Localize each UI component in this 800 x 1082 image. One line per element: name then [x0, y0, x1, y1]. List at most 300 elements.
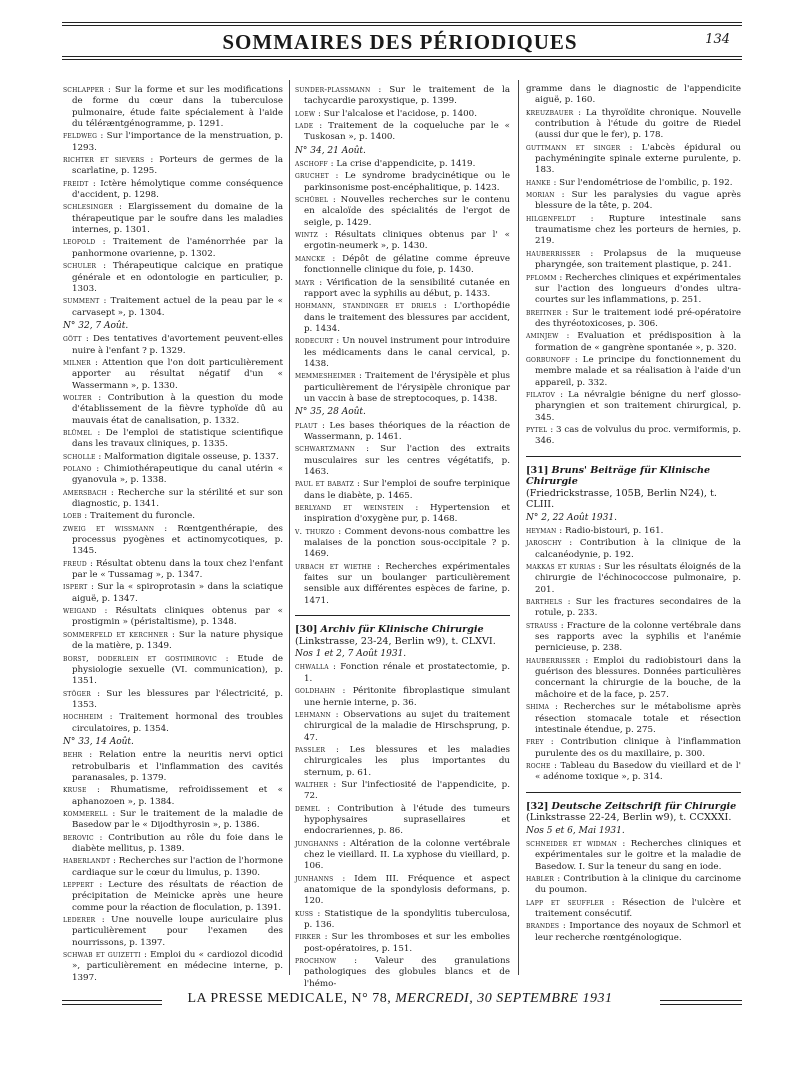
author-name: gruchet [295, 171, 329, 181]
section-separator [526, 456, 741, 457]
article-entry: kreuzbauer : La thyroïdite chronique. Nouvelle contribution à l'étude du goitre de Riedel (aussi dur que le fer), p. 178. [526, 107, 742, 141]
article-title: Fonction rénale et prostatectomie, p. 1. [304, 662, 510, 684]
article-title: Sur les thromboses et sur les embolies post-opératoires, p. 151. [304, 932, 511, 954]
journal-number: [31] [526, 464, 549, 476]
article-entry: berovic : Contribution au rôle du foie dans le diabète mellitus, p. 1389. [63, 832, 283, 854]
article-entry: makkas et kurias : Sur les résultats éloignés de la chirurgie de l'échinococcose pulmonaire, p. 201. [526, 562, 742, 595]
article-title: Hypertension et inspiration d'oxygène pur, p. 1468. [304, 503, 510, 525]
article-title: Rhumatisme, refroidissement et « aphanozoen », p. 1384. [72, 785, 283, 807]
author-name: lapp et seuffler [526, 897, 604, 907]
article-title: Evaluation et prédisposition à la formation de « gangrène spontanée », p. 320. [535, 331, 742, 353]
author-name: freud [63, 558, 87, 568]
article-entry: richter et sievers : Porteurs de germes de la scarlatine, p. 1295. [63, 155, 283, 177]
author-name: filatov [526, 389, 556, 399]
author-name: heyman [526, 526, 557, 535]
article-entry: pflomm : Recherches cliniques et expérimentales sur l'action des longueurs d'ondes ultra-courtes sur les inflammations, p. 251. [526, 272, 741, 306]
author-name: kreuzbauer [526, 107, 574, 117]
article-entry: sunder-plassmann : Sur le traitement de la tachycardie paroxystique, p. 1399. [295, 85, 510, 107]
issue-heading: N° 34, 21 Août. [295, 145, 366, 156]
article-entry: habler : Contribution à la clinique du carcinome du poumon. [526, 873, 742, 896]
author-name: habler [526, 873, 555, 883]
article-entry: lehmann : Observations au sujet du traitement chirurgical de la maladie de Hirschsprung, p. 47. [295, 709, 510, 743]
article-entry: morian : Sur les paralysies du vague après blessure de la tête, p. 204. [526, 190, 742, 212]
article-entry: summent : Traitement actuel de la peau par le « carvasept », p. 1304. [63, 296, 283, 318]
article-entry: zweig et wissmann : Rœntgenthérapie, des processus pyogènes et actinomycotiques, p. 1345. [63, 523, 283, 557]
article-title: Sur l'infectiosité de l'appendicite, p. 72. [304, 779, 510, 802]
author-name: v. thurzo [295, 526, 335, 536]
author-name: scholle [63, 451, 96, 461]
article-title: Traitement de la coqueluche par le « Tuskosan », p. 1400. [304, 121, 510, 143]
issue-heading: N° 32, 7 Août. [63, 320, 129, 331]
article-title: Relation entre la neuritis nervi optici retrobulbaris et l'inflammation des cavités paranasales, p. 1379. [72, 750, 284, 783]
article-title: La névralgie bénigne du nerf glosso-pharyngien et son traitement chirurgical, p. 345. [535, 389, 741, 423]
article-title: Sur le traitement de la tachycardie paroxystique, p. 1399. [304, 85, 510, 107]
article-entry: weigand : Résultats cliniques obtenus par « prostigmin » (péristaltisme), p. 1348. [63, 606, 284, 628]
author-name: frey [526, 737, 544, 747]
article-title: Contribution à l'étude des tumeurs hypophysaires suprasellaires et endocrariennes, p. 86. [304, 803, 510, 837]
author-name: aminjew [526, 331, 559, 341]
author-name: schübel [295, 195, 329, 205]
journal-31-entries [526, 513, 741, 784]
author-name: ispert [63, 582, 88, 592]
article-entry: mayr : Vérification de la sensibilité cutanée en rapport avec la syphilis au début, p. 1433. [295, 277, 511, 299]
article-entry: pytel : 3 cas de volvulus du proc. vermiformis, p. 346. [526, 424, 742, 447]
author-name: hohmann, standinger et driels [295, 301, 437, 311]
journal-address: (Friedrickstrasse, 105B, Berlin N24), t. CLIII. [526, 487, 717, 511]
article-title: Sur l'emploi de soufre terpinique dans le diabète, p. 1465. [304, 479, 511, 501]
article-title: Sur la forme et sur les modifications de forme du cœur dans la tuberculose pulmonaire, étude faite spécialement à l'aide du téléræntgénogramme, p. 1291. [72, 85, 284, 130]
author-name: zweig et wissmann [63, 523, 155, 533]
article-entry: junhanns : Idem III. Fréquence et aspect anatomique de la spondylosis deformans, p. 120. [295, 873, 510, 907]
article-title: Vérification de la sensibilité cutanée en rapport avec la syphilis au début, p. 1433. [304, 277, 511, 299]
header-rule-top-2 [62, 25, 742, 26]
article-title: Attention que l'on doit particulièrement apporter au résultat négatif d'un « Wassermann », p. 1330. [72, 357, 284, 391]
article-entry: prochnow : Valeur des granulations pathologiques des globules blancs et de l'hémo- [295, 956, 510, 989]
article-title: Recherches cliniques et expérimentales sur le goitre et la maladie de Basedow. I. Sur la teneur du sang en iode. [535, 838, 742, 872]
footer-date: MERCREDI, 30 SEPTEMBRE 1931 [395, 991, 613, 1006]
entry-continuation: gramme dans le diagnostic de l'appendicite aiguë, p. 160. [526, 84, 741, 106]
article-entry: loeb : Traitement du furoncle. [63, 511, 195, 522]
article-entry: schübel : Nouvelles recherches sur le contenu en alcaloïde des spécialités de l'ergot de seigle, p. 1429. [295, 195, 510, 228]
author-name: richter et sievers [63, 155, 145, 165]
issue-heading: N° 2, 22 Août 1931. [526, 512, 617, 523]
article-entry: freud : Résultat obtenu dans la toux chez l'enfant par le « Tussamag », p. 1347. [63, 558, 284, 581]
article-entry: kommerell : Sur le traitement de la maladie de Basedow par le « Dijodthyrosin », p. 1386. [63, 808, 284, 831]
section-separator [295, 615, 510, 616]
article-title: Thérapeutique calcique en pratique générale et en odontologie en particulier, p. 1303. [72, 261, 283, 294]
author-name: chwalla [295, 662, 329, 672]
article-title: Sur les blessures par l'électricité, p. 1353. [72, 688, 283, 710]
article-entry: hochheim : Traitement hormonal des troubles circulatoires, p. 1354. [63, 712, 283, 734]
article-title: Valeur des granulations pathologiques des globules blancs et de l'hémo- [304, 956, 510, 989]
author-name: freidt [63, 178, 89, 188]
article-entry: shima : Recherches sur le métabolisme après résection stomacale totale et résection intestinale étendue, p. 275. [526, 702, 741, 735]
article-title: La thyroïdite chronique. Nouvelle contribution à l'étude du goitre de Riedel (aussi dur que le fer), p. 178. [535, 107, 742, 141]
author-name: memmesheimer [295, 371, 356, 381]
author-name: walther [295, 779, 329, 789]
article-entry: heyman : Radio-bistouri, p. 161. [526, 526, 664, 536]
article-title: Contribution à la question du mode d'établissement de la fièvre typhoïde dû au mauvais état de canalisation, p. 1332. [72, 392, 283, 426]
author-name: goldhahn [295, 686, 336, 696]
column-divider-1 [289, 80, 290, 975]
author-name: kuss [295, 908, 314, 918]
article-entry: lapp et seuffler : Résection de l'ulcère et traitement consécutif. [526, 897, 742, 919]
article-entry: sommerfeld et kerchner : Sur la nature physique de la matière, p. 1349. [63, 629, 283, 652]
article-title: Contribution à la clinique du carcinome du poumon. [535, 873, 742, 896]
article-title: Porteurs de germes de la scarlatine, p. 1295. [72, 155, 283, 177]
article-title: La crise d'appendicite, p. 1419. [336, 159, 476, 170]
article-entry: hauberrisser : Prolapsus de la muqueuse pharyngée, son traitement plastique, p. 241. [526, 248, 742, 271]
article-title: Contribution clinique à l'inflammation purulente des os du maxillaire, p. 300. [535, 737, 741, 759]
article-title: L'abcès épidural ou pachyméningite spinale externe purulente, p. 183. [535, 142, 741, 176]
author-name: hauberrisser [526, 248, 581, 258]
article-title: Recherches sur l'action de l'hormone cardiaque sur le cœur du limulus, p. 1390. [72, 856, 284, 878]
article-title: Fracture de la colonne vertébrale dans ses rapports avec la syphilis et l'anémie pernicieuse, p. 238. [535, 620, 742, 654]
article-title: Résultats cliniques obtenus par l' « ergotin-neumerk », p. 1430. [304, 230, 510, 252]
article-entry: jaroschy : Contribution à la clinique de la calcanéodynie, p. 192. [526, 538, 741, 560]
article-entry: passler : Les blessures et les maladies chirurgicales les plus importantes du sternum, p. 61. [295, 744, 511, 778]
article-entry: feldweg : Sur l'importance de la menstruation, p. 1293. [63, 131, 283, 153]
author-name: schwartzmann [295, 444, 356, 454]
article-entry: lederer : Une nouvelle loupe auriculaire plus particulièrement pour l'examen des nourrissons, p. 1397. [63, 915, 284, 948]
author-name: prochnow [295, 956, 337, 966]
author-name: schwab et guizetti [63, 950, 141, 960]
author-name: junhanns [295, 873, 334, 883]
article-entry: berlyand et weinstein : Hypertension et inspiration d'oxygène pur, p. 1468. [295, 503, 510, 525]
journal-number: [32] [526, 800, 549, 812]
article-entry: stöger : Sur les blessures par l'électricité, p. 1353. [63, 688, 283, 710]
article-title: Importance des noyaux de Schmorl et leur recherche rœntgénologique. [535, 921, 741, 943]
article-title: Emploi du radiobistouri dans la guérison des blessures. Données particulières concernant la chirurgie de la bouche, de la mâchoire et de la face, p. 257. [535, 655, 741, 700]
author-name: schlesinger [63, 202, 113, 212]
header-rule-bottom [62, 56, 742, 57]
author-name: sommerfeld et kerchner [63, 629, 169, 639]
article-title: Rœntgenthérapie, des processus pyogènes et actinomycotiques, p. 1345. [72, 523, 283, 557]
author-name: gorbunoff [526, 354, 570, 364]
issue-heading: N° 35, 28 Août. [295, 407, 366, 418]
author-name: urbach et wiethe [295, 561, 372, 571]
article-title: Radio-bistouri, p. 161. [564, 526, 664, 536]
article-entry: kuss : Statistique de la spondylitis tuberculosa, p. 136. [295, 908, 510, 931]
article-entry: barthels : Sur les fractures secondaires de la rotule, p. 233. [526, 597, 742, 619]
article-title: Contribution à la clinique de la calcanéodynie, p. 192. [535, 538, 741, 560]
author-name: borst, doderlein et gostimirovic [63, 653, 217, 663]
article-entry: scholle : Malformation digitale osseuse, p. 1337. [63, 451, 279, 462]
article-title: Sur les fractures secondaires de la rotule, p. 233. [535, 597, 742, 619]
article-entry: chwalla : Fonction rénale et prostatectomie, p. 1. [295, 662, 510, 684]
article-title: Résection de l'ulcère et traitement consécutif. [535, 897, 742, 919]
article-title: Sur la « spiroprotasin » dans la sciatique aiguë, p. 1347. [72, 582, 283, 604]
journal-32-entries [526, 826, 741, 944]
author-name: strauss [526, 620, 558, 630]
article-title: Traitement de l'aménorrhée par la panhormone ovarienne, p. 1302. [72, 237, 283, 259]
article-entry: paul et babatz : Sur l'emploi de soufre terpinique dans le diabète, p. 1465. [295, 479, 511, 501]
author-name: makkas et kurias [526, 562, 596, 572]
author-name: roche [526, 760, 551, 770]
article-entry: junghanns : Altération de la colonne vertébrale chez le vieillard. II. La xyphose du vieillard, p. 106. [295, 838, 511, 872]
article-title: Des tentatives d'avortement peuvent-elles nuire à l'enfant ? p. 1329. [72, 334, 283, 356]
article-title: Les blessures et les maladies chirurgicales les plus importantes du sternum, p. 61. [304, 744, 511, 778]
article-title: Traitement hormonal des troubles circulatoires, p. 1354. [72, 712, 283, 734]
header-rule-bottom-2 [62, 59, 742, 60]
article-entry: hohmann, standinger et driels : L'orthopédie dans le traitement des blessures par accident, p. 1434. [295, 301, 510, 334]
article-title: Péritonite fibroplastique simulant une hernie interne, p. 36. [304, 686, 510, 708]
article-entry: demel : Contribution à l'étude des tumeurs hypophysaires suprasellaires et endocrariennes, p. 86. [295, 803, 510, 837]
article-title: Les bases théoriques de la réaction de Wassermann, p. 1461. [304, 420, 510, 442]
author-name: hauberrisser [526, 655, 581, 665]
article-entry: lade : Traitement de la coqueluche par le « Tuskosan », p. 1400. [295, 121, 510, 143]
author-name: berovic [63, 832, 94, 842]
article-title: Etude de physiologie sexuelle (VI. communication), p. 1351. [72, 653, 283, 687]
article-entry: loew : Sur l'alcalose et l'acidose, p. 1400. [295, 108, 477, 119]
author-name: feldweg [63, 131, 98, 141]
article-entry: schlesinger : Elargissement du domaine de la thérapeutique par le soufre dans les maladies internes, p. 1301. [63, 202, 284, 236]
article-entry: mancke : Dépôt de gélatine comme épreuve fonctionnelle clinique du foie, p. 1430. [295, 253, 510, 276]
journal-name: Bruns' Beiträge für Klinische Chirurgie [526, 464, 711, 488]
article-title: Sur l'endométriose de l'ombilic, p. 192. [559, 177, 733, 188]
article-entry: ispert : Sur la « spiroprotasin » dans la sciatique aiguë, p. 1347. [63, 582, 283, 604]
author-name: stöger [63, 688, 91, 698]
column-1 [63, 84, 283, 984]
author-name: hanke [526, 177, 551, 187]
journal-heading-31 [526, 465, 741, 511]
article-entry: filatov : La névralgie bénigne du nerf glosso-pharyngien et son traitement chirurgical, p. 345. [526, 389, 741, 423]
article-entry: gött : Des tentatives d'avortement peuvent-elles nuire à l'enfant ? p. 1329. [63, 334, 283, 356]
article-title: Statistique de la spondylitis tuberculosa, p. 136. [304, 908, 510, 931]
article-title: Le principe du fonctionnement du membre malade et sa réalisation à l'aide d'un appareil, p. 332. [535, 354, 742, 388]
author-name: jaroschy [526, 538, 562, 548]
author-name: weigand [63, 606, 97, 616]
article-title: Dépôt de gélatine comme épreuve fonctionnelle clinique du foie, p. 1430. [304, 253, 510, 276]
article-title: Altération de la colonne vertébrale chez le vieillard. II. La xyphose du vieillard, p. 106. [304, 838, 511, 872]
article-title: Sur le traitement de la maladie de Basedow par le « Dijodthyrosin », p. 1386. [72, 808, 284, 831]
author-name: mancke [295, 253, 326, 263]
article-entry: behr : Relation entre la neuritis nervi optici retrobulbaris et l'inflammation des cavités paranasales, p. 1379. [63, 750, 284, 783]
author-name: passler [295, 744, 326, 754]
article-entry: hanke : Sur l'endométriose de l'ombilic, p. 192. [526, 177, 733, 188]
column-divider-2 [518, 80, 519, 975]
column-2-entries [295, 84, 510, 607]
article-entry: v. thurzo : Comment devons-nous combattre les malaises de la ponction sous-occipitale ? p. 1469. [295, 526, 510, 560]
author-name: demel [295, 803, 320, 813]
author-name: morian [526, 190, 555, 200]
author-name: blümel [63, 427, 92, 437]
author-name: schneider et widman [526, 838, 618, 848]
footer-journal: LA PRESSE MEDICALE, N° 78, [187, 991, 392, 1006]
article-entry: wolter : Contribution à la question du mode d'établissement de la fièvre typhoïde dû au mauvais état de canalisation, p. 1332. [63, 392, 283, 426]
author-name: shima [526, 702, 550, 712]
article-entry: strauss : Fracture de la colonne vertébrale dans ses rapports avec la syphilis et l'anémie pernicieuse, p. 238. [526, 620, 742, 654]
article-title: Comment devons-nous combattre les malaises de la ponction sous-occipitale ? p. 1469. [304, 526, 510, 560]
article-title: Malformation digitale osseuse, p. 1337. [104, 451, 279, 462]
article-title: Sur la nature physique de la matière, p. 1349. [72, 629, 283, 652]
article-entry: urbach et wiethe : Recherches expérimentales faites sur un boulanger particulièrement sensible aux différentes espèces de farine, p. 1471. [295, 561, 510, 606]
author-name: wolter [63, 392, 92, 402]
author-name: loew [295, 108, 316, 118]
article-title: Recherches sur le métabolisme après résection stomacale totale et résection intestinale étendue, p. 275. [535, 702, 741, 735]
article-entry: schlapper : Sur la forme et sur les modifications de forme du cœur dans la tuberculose pulmonaire, étude faite spécialement à l'aide du téléræntgénogramme, p. 1291. [63, 85, 284, 130]
footer-rule-right [660, 1000, 742, 1005]
article-title: Recherche sur la stérilité et sur son diagnostic, p. 1341. [72, 487, 284, 510]
article-entry: brandes : Importance des noyaux de Schmorl et leur recherche rœntgénologique. [526, 921, 741, 943]
author-name: gött [63, 334, 82, 344]
article-title: Rupture intestinale sans traumatisme chez les porteurs de hernies, p. 219. [535, 213, 741, 247]
article-title: L'orthopédie dans le traitement des blessures par accident, p. 1434. [304, 301, 510, 334]
author-name: pytel [526, 424, 548, 434]
article-entry: haberlandt : Recherches sur l'action de l'hormone cardiaque sur le cœur du limulus, p. 1390. [63, 856, 284, 878]
author-name: barthels [526, 597, 563, 607]
article-entry: guttmann et singer : L'abcès épidural ou pachyméningite spinale externe purulente, p. 183. [526, 142, 741, 176]
article-title: Résultat obtenu dans la toux chez l'enfant par le « Tussamag », p. 1347. [72, 558, 284, 581]
article-entry: schneider et widman : Recherches cliniques et expérimentales sur le goitre et la maladie de Basedow. I. Sur la teneur du sang en iode. [526, 838, 742, 872]
article-entry: walther : Sur l'infectiosité de l'appendicite, p. 72. [295, 779, 510, 802]
article-entry: schuler : Thérapeutique calcique en pratique générale et en odontologie en particulier, p. 1303. [63, 261, 283, 294]
article-entry: aminjew : Evaluation et prédisposition à la formation de « gangrène spontanée », p. 320. [526, 331, 742, 353]
article-title: Sur l'importance de la menstruation, p. 1293. [72, 131, 283, 153]
article-entry: goldhahn : Péritonite fibroplastique simulant une hernie interne, p. 36. [295, 686, 510, 708]
article-entry: breitner : Sur le traitement iodé pré-opératoire des thyréotoxicoses, p. 306. [526, 307, 741, 329]
author-name: hilgenfeldt [526, 213, 576, 223]
author-name: firker [295, 932, 321, 942]
author-name: mayr [295, 277, 315, 287]
author-name: lehmann [295, 709, 331, 719]
author-name: junghanns [295, 838, 339, 848]
article-title: Tableau du Basedow du vieillard et de l' « adénome toxique », p. 314. [535, 760, 741, 783]
article-title: Recherches cliniques et expérimentales sur l'action des longueurs d'ondes ultra-courtes sur les inflammations, p. 251. [535, 272, 741, 306]
journal-address: (Linkstrasse, 23-24, Berlin w9), t. CLXVI. [295, 635, 496, 647]
article-title: Elargissement du domaine de la thérapeutique par le soufre dans les maladies internes, p. 1301. [72, 202, 284, 236]
journal-address: (Linkstrasse 22-24, Berlin w9), t. CCXXXI. [526, 812, 732, 824]
author-name: milner [63, 357, 91, 367]
article-title: De l'emploi de statistique scientifique dans les travaux cliniques, p. 1335. [72, 427, 284, 450]
author-name: schuler [63, 261, 97, 271]
article-entry: schwab et guizetti : Emploi du « cardiozol dicodid », particulièrement en médecine interne, p. 1397. [63, 950, 283, 983]
article-title: Prolapsus de la muqueuse pharyngée, son traitement plastique, p. 241. [535, 248, 742, 271]
article-entry: leopold : Traitement de l'aménorrhée par la panhormone ovarienne, p. 1302. [63, 237, 283, 259]
author-name: sunder-plassmann [295, 85, 371, 94]
article-title: Un nouvel instrument pour introduire les médicaments dans le canal cervical, p. 1438. [304, 336, 511, 369]
article-title: Observations au sujet du traitement chirurgical de la maladie de Hirschsprung, p. 47. [304, 709, 510, 743]
author-name: summent [63, 296, 100, 306]
author-name: pflomm [526, 272, 557, 282]
author-name: kommerell [63, 808, 108, 818]
article-entry: polano : Chimiothérapeutique du canal utérin « gyanovula », p. 1338. [63, 464, 284, 486]
author-name: polano [63, 464, 92, 473]
article-entry: freidt : Ictère hémolytique comme conséquence d'accident, p. 1298. [63, 178, 284, 201]
article-entry: leppert : Lecture des résultats de réaction de précipitation de Meinicke après une heure comme pour la réaction de floculation, p. 1391. [63, 880, 283, 913]
article-entry: schwartzmann : Sur l'action des extraits musculaires sur les centres végétatifs, p. 1463. [295, 444, 511, 477]
article-title: 3 cas de volvulus du proc. vermiformis, p. 346. [535, 424, 742, 447]
author-name: guttmann et singer [526, 142, 621, 152]
article-entry: hauberrisser : Emploi du radiobistouri dans la guérison des blessures. Données particulières concernant la chirurgie de la bouche, de la mâchoire et de la face, p. 257. [526, 655, 741, 700]
author-name: breitner [526, 307, 562, 317]
author-name: kruse [63, 785, 87, 795]
column-3-entries [526, 84, 741, 448]
article-entry: milner : Attention que l'on doit particulièrement apporter au résultat négatif d'un « Wassermann », p. 1330. [63, 357, 284, 391]
article-title: Une nouvelle loupe auriculaire plus particulièrement pour l'examen des nourrissons, p. 1397. [72, 915, 284, 948]
article-entry: aschoff : La crise d'appendicite, p. 1419. [295, 159, 476, 170]
journal-name: Archiv für Klinische Chirurgie [320, 624, 484, 636]
article-title: Traitement de l'érysipèle et plus particulièrement de l'érysipèle chronique par un vaccin à base de streptocoques, p. 1438. [304, 371, 510, 404]
article-entry: memmesheimer : Traitement de l'érysipèle et plus particulièrement de l'érysipèle chronique par un vaccin à base de streptocoques, p. 1438. [295, 371, 510, 404]
header-rule-top [62, 22, 742, 23]
journal-30-entries [295, 649, 510, 990]
article-title: Contribution au rôle du foie dans le diabète mellitus, p. 1389. [72, 832, 283, 854]
article-title: Sur les résultats éloignés de la chirurgie de l'échinococcose pulmonaire, p. 201. [535, 562, 742, 595]
article-entry: wintz : Résultats cliniques obtenus par l' « ergotin-neumerk », p. 1430. [295, 230, 510, 252]
article-title: Lecture des résultats de réaction de précipitation de Meinicke après une heure comme pour la réaction de floculation, p. 1391. [72, 880, 283, 913]
issue-heading: Nos 1 et 2, 7 Août 1931. [295, 649, 407, 660]
article-title: Sur l'alcalose et l'acidose, p. 1400. [323, 108, 477, 119]
article-title: Ictère hémolytique comme conséquence d'accident, p. 1298. [72, 178, 284, 201]
article-title: Le syndrome bradycinétique ou le parkinsonisme post-encéphalitique, p. 1423. [304, 171, 510, 193]
author-name: wintz [295, 230, 318, 240]
author-name: hochheim [63, 712, 103, 722]
page-title: SOMMAIRES DES PÉRIODIQUES [222, 30, 578, 54]
article-title: Résultats cliniques obtenus par « prostigmin » (péristaltisme), p. 1348. [72, 606, 284, 628]
article-entry: kruse : Rhumatisme, refroidissement et « aphanozoen », p. 1384. [63, 785, 283, 807]
author-name: lade [295, 121, 314, 131]
journal-heading-32 [526, 801, 741, 824]
author-name: aschoff [295, 159, 328, 169]
article-title: Recherches expérimentales faites sur un boulanger particulièrement sensible aux différentes espèces de farine, p. 1471. [304, 561, 510, 606]
author-name: haberlandt [63, 856, 111, 866]
article-entry: blümel : De l'emploi de statistique scientifique dans les travaux cliniques, p. 1335. [63, 427, 284, 450]
journal-heading-30 [295, 624, 510, 647]
section-separator [526, 792, 741, 793]
author-name: behr [63, 750, 83, 760]
article-entry: firker : Sur les thromboses et sur les embolies post-opératoires, p. 151. [295, 932, 511, 954]
author-name: berlyand et weinstein [295, 503, 404, 513]
article-title: Sur le traitement iodé pré-opératoire des thyréotoxicoses, p. 306. [535, 307, 741, 329]
issue-heading: Nos 5 et 6, Mai 1931. [526, 825, 625, 836]
page-number: 134 [705, 32, 730, 47]
article-title: Traitement du furoncle. [89, 511, 195, 522]
journal-name: Deutsche Zeitschrift für Chirurgie [551, 800, 737, 812]
article-entry: plaut : Les bases théoriques de la réaction de Wassermann, p. 1461. [295, 420, 510, 442]
article-entry: borst, doderlein et gostimirovic : Etude de physiologie sexuelle (VI. communication), p. 1351. [63, 653, 283, 687]
author-name: leopold [63, 237, 96, 247]
article-entry: gruchet : Le syndrome bradycinétique ou le parkinsonisme post-encéphalitique, p. 1423. [295, 171, 510, 193]
issue-heading: N° 33, 14 Août. [63, 736, 134, 747]
author-name: amersbach [63, 487, 107, 497]
article-entry: gorbunoff : Le principe du fonctionnement du membre malade et sa réalisation à l'aide d'un appareil, p. 332. [526, 354, 742, 388]
author-name: lederer [63, 915, 96, 925]
article-title: Idem III. Fréquence et aspect anatomique de la spondylosis deformans, p. 120. [304, 873, 510, 907]
author-name: rodecurt [295, 336, 334, 346]
author-name: plaut [295, 420, 318, 430]
journal-number: [30] [295, 624, 318, 636]
article-title: Nouvelles recherches sur le contenu en alcaloïde des spécialités de l'ergot de seigle, p. 1429. [304, 195, 510, 228]
author-name: paul et babatz [295, 479, 354, 489]
author-name: schlapper [63, 85, 105, 94]
article-title: Emploi du « cardiozol dicodid », particulièrement en médecine interne, p. 1397. [72, 950, 283, 983]
article-entry: amersbach : Recherche sur la stérilité et sur son diagnostic, p. 1341. [63, 487, 284, 510]
author-name: loeb [63, 511, 82, 521]
article-title: Sur l'action des extraits musculaires sur les centres végétatifs, p. 1463. [304, 444, 511, 477]
article-entry: frey : Contribution clinique à l'inflammation purulente des os du maxillaire, p. 300. [526, 737, 741, 759]
author-name: brandes [526, 921, 560, 931]
article-entry: hilgenfeldt : Rupture intestinale sans traumatisme chez les porteurs de hernies, p. 219. [526, 213, 741, 247]
author-name: leppert [63, 880, 94, 890]
column-2 [295, 84, 510, 990]
column-3 [526, 84, 741, 944]
article-title: Chimiothérapeutique du canal utérin « gyanovula », p. 1338. [72, 464, 284, 486]
article-title: Traitement actuel de la peau par le « carvasept », p. 1304. [72, 296, 283, 318]
article-entry: roche : Tableau du Basedow du vieillard et de l' « adénome toxique », p. 314. [526, 760, 741, 783]
article-entry: rodecurt : Un nouvel instrument pour introduire les médicaments dans le canal cervical, p. 1438. [295, 336, 511, 369]
article-title: Sur les paralysies du vague après blessure de la tête, p. 204. [535, 190, 742, 212]
